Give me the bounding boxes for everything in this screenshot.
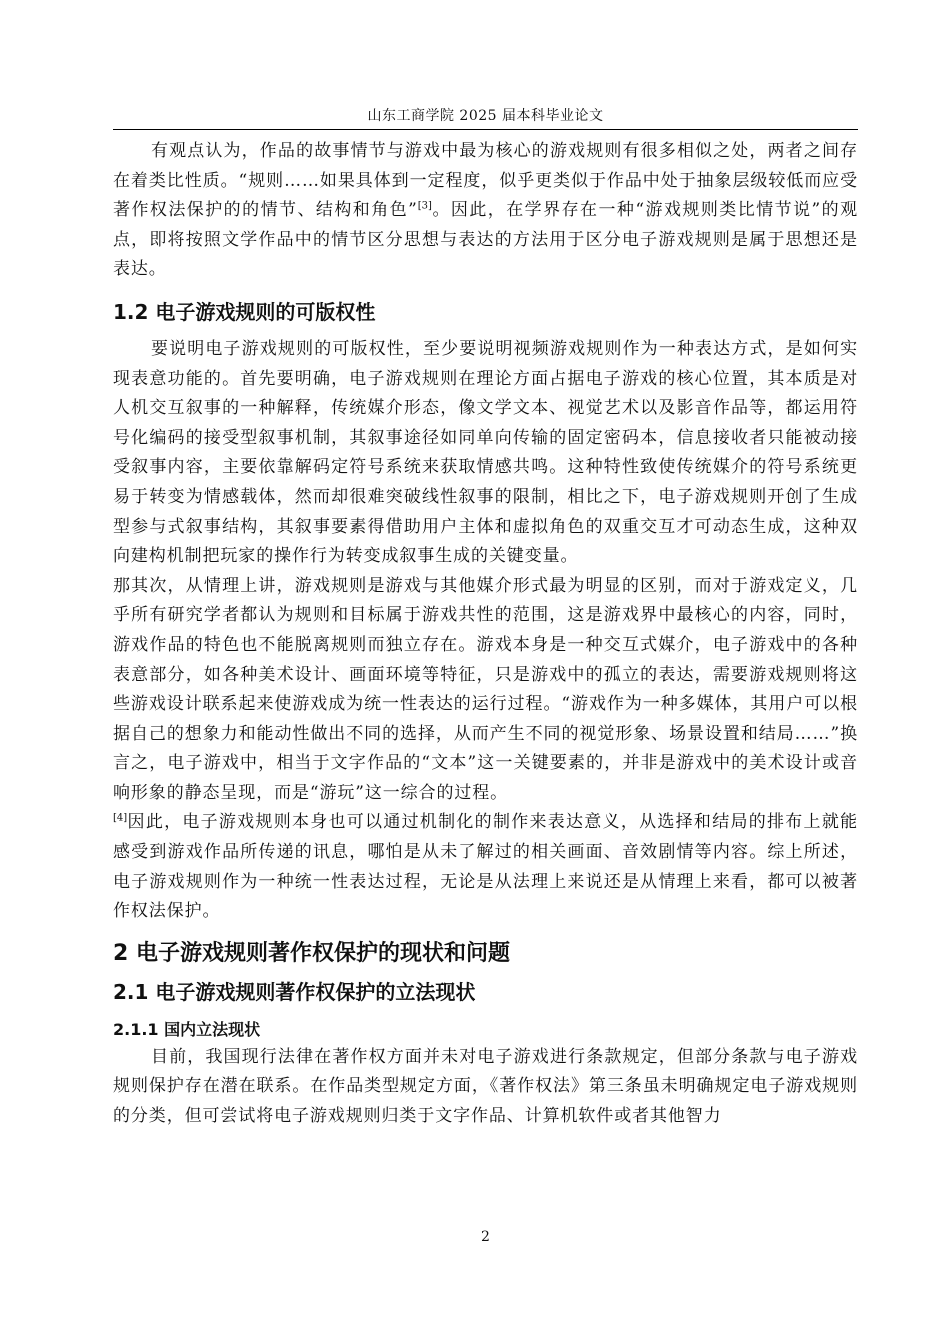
- chapter-heading-2: 2 电子游戏规则著作权保护的现状和问题: [113, 940, 510, 966]
- section-heading-2-1: 2.1 电子游戏规则著作权保护的立法现状: [113, 979, 476, 1004]
- paragraph-text: 有观点认为，作品的故事情节与游戏中最为核心的游戏规则有很多相似之处，两者之间存在着类比性质。“规则……如果具体到一定程度，似乎更类似于作品中处于抽象层级较低而应受著作权法保护的的情节、结构和角色”: [113, 141, 858, 221]
- page-number: 2: [481, 1229, 490, 1245]
- section-heading-1-2: 1.2 电子游戏规则的可版权性: [113, 299, 376, 324]
- subsection-heading-2-1-1: 2.1.1 国内立法现状: [113, 1019, 261, 1039]
- paragraph-copyrightability: 要说明电子游戏规则的可版权性，至少要说明视频游戏规则作为一种表达方式，是如何实现表意功能的。首先要明确，电子游戏规则在理论方面占据电子游戏的核心位置，其本质是对人机交互叙事的一种解释，传统媒介形态，像文学文本、视觉艺术以及影音作品等，都运用符号化编码的接受型叙事机制，其叙事途径如同单向传输的固定密码本，信息接收者只能被动接受叙事内容，主要依靠解码定符号系统来获取情感共鸣。这种特性致使传统媒介的符号系统更易于转变为情感载体，然而却很难突破线性叙事的限制，相比之下，电子游戏规则开创了生成型参与式叙事结构，其叙事要素得借助用户主体和虚拟角色的双重交互才可动态生成，这种双向建构机制把玩家的操作行为转变成叙事生成的关键变量。: [113, 338, 858, 567]
- paragraph-domestic-legislation: 目前，我国现行法律在著作权方面并未对电子游戏进行条款规定，但部分条款与电子游戏规则保护存在潜在联系。在作品类型规定方面，《著作权法》第三条虽未明确规定电子游戏规则的分类，但可尝试将电子游戏规则归类于文字作品、计算机软件或者其他智力: [113, 1046, 858, 1127]
- paragraph-conclusion: [113, 808, 858, 926]
- paragraph-text-tail: 。因此，在学界存在一种“游戏规则类比情节说”的观点，即将按照文学作品中的情节区分思想与表达的方法用于区分电子游戏规则是属于思想还是表达。: [113, 200, 858, 280]
- body-text: [113, 137, 858, 1132]
- citation-3: [3]: [417, 200, 432, 212]
- paragraph-reasoning: 那其次，从情理上讲，游戏规则是游戏与其他媒介形式最为明显的区别，而对于游戏定义，几乎所有研究学者都认为规则和目标属于游戏共性的范围，这是游戏界中最核心的内容，同时，游戏作品的特色也不能脱离规则而独立存在。游戏本身是一种交互式媒介，电子游戏中的各种表意部分，如各种美术设计、画面环境等特征，只是游戏中的孤立的表达，需要游戏规则将这些游戏设计联系起来使游戏成为统一性表达的运行过程。“游戏作为一种多媒体，其用户可以根据自己的想象力和能动性做出不同的选择，从而产生不同的视觉形象、场景设置和结局……”换言之，电子游戏中，相当于文字作品的“文本”这一关键要素的，并非是游戏中的美术设计或音响形象的静态呈现，而是“游玩”这一综合的过程。: [113, 575, 858, 803]
- citation-4: [4]: [113, 812, 128, 824]
- paragraph-text: 因此，电子游戏规则本身也可以通过机制化的制作来表达意义，从选择和结局的排布上就能感受到游戏作品所传递的讯息，哪怕是从未了解过的相关画面、音效剧情等内容。综上所述，电子游戏规则作为一种统一性表达过程，无论是从法理上来说还是从情理上来看，都可以被著作权法保护。: [113, 812, 858, 922]
- running-header: 山东工商学院 2025 届本科毕业论文: [367, 108, 604, 124]
- paragraph-game-rules-plot-analogy: [113, 137, 858, 285]
- header-rule: [113, 129, 858, 130]
